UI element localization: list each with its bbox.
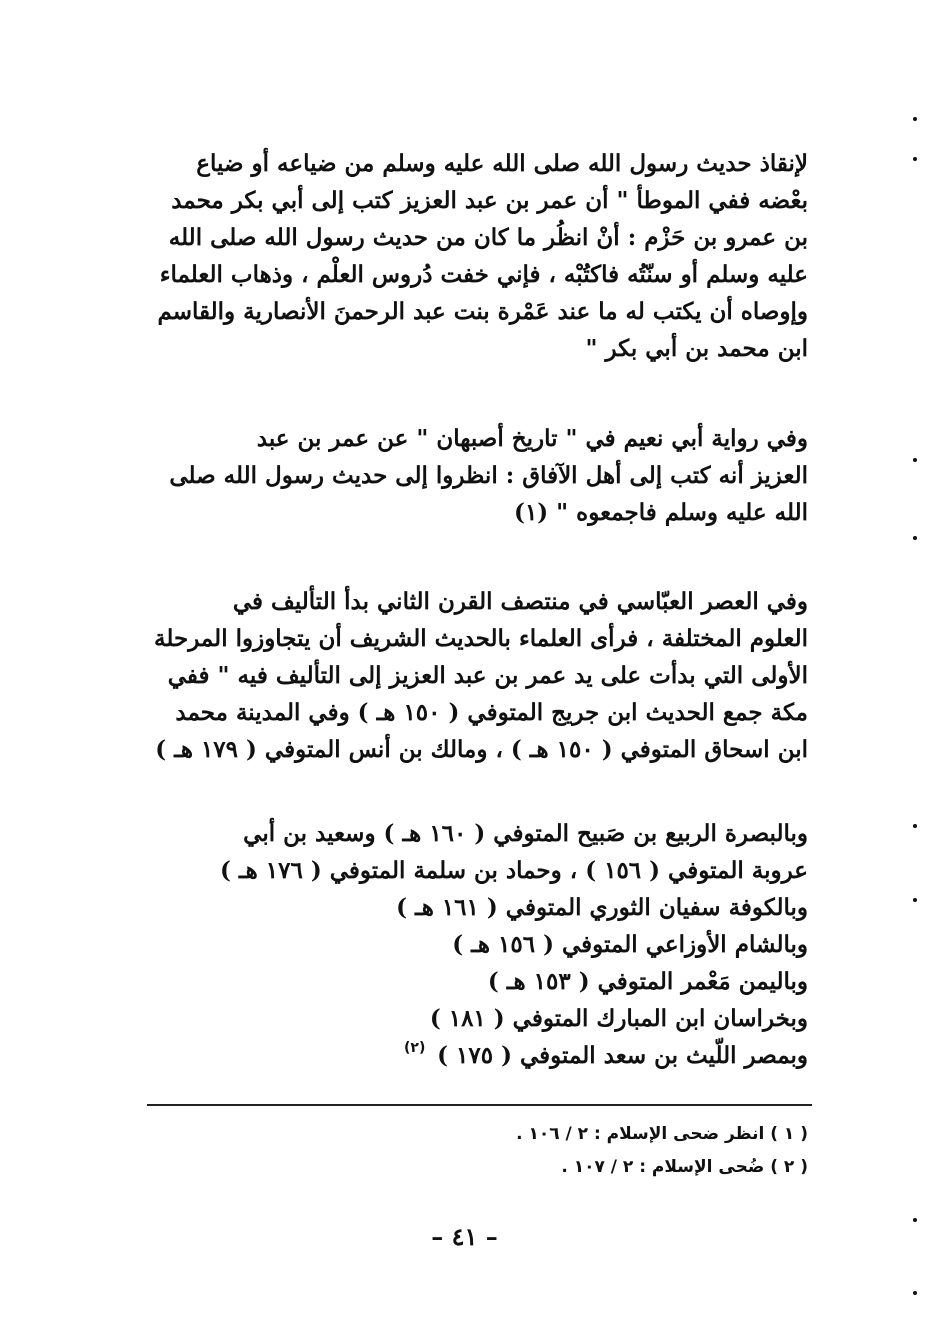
- text-line: ابن محمد بن أبي بكر ": [585, 335, 808, 362]
- text-line: عليه وسلم أو سنّتُه فاكتُبْه ، فإني خفت دُروس العلْم ، وذهاب العلماء: [159, 261, 808, 288]
- page-number: – ٤١ –: [431, 1222, 498, 1251]
- text-line: عروبة المتوفي ( ١٥٦ ) ، وحماد بن سلمة المتوفي ( ١٧٦ هـ ): [220, 857, 808, 884]
- text-line: بعْضه ففي الموطأ " أن عمر بن عبد العزيز كتب إلى أبي بكر محمد: [171, 187, 808, 214]
- scan-speck: [913, 117, 917, 121]
- text-line: وبالشام الأوزاعي المتوفي ( ١٥٦ هـ ): [452, 931, 808, 958]
- footnotes: [138, 1118, 808, 1184]
- text-line: الله عليه وسلم فاجمعوه " (١): [514, 499, 808, 526]
- text-line: وإوصاه أن يكتب له ما عند عَمْرة بنت عبد الرحمنَ الأنصارية والقاسم: [157, 298, 808, 325]
- footnote-marker: (٢): [404, 1040, 426, 1056]
- scan-speck: [913, 536, 917, 540]
- text-line: مكة جمع الحديث ابن جريج المتوفي ( ١٥٠ هـ ) وفي المدينة محمد: [175, 699, 808, 726]
- footnote-divider: [147, 1104, 812, 1106]
- text-line: وبمصر اللّيث بن سعد المتوفي ( ١٧٥ ): [437, 1042, 808, 1069]
- text-line: العزيز أنه كتب إلى أهل الآفاق : انظروا إلى حديث رسول الله صلى: [169, 462, 808, 489]
- text-line: وفي رواية أبي نعيم في " تاريخ أصبهان " عن عمر بن عبد: [256, 425, 808, 452]
- scan-speck: [913, 898, 917, 902]
- footnote-2: ( ٢ ) ضُحى الإسلام : ٢ / ١٠٧ .: [561, 1157, 808, 1177]
- paragraph-2: [138, 420, 808, 531]
- text-line: العلوم المختلفة ، فرأى العلماء بالحديث الشريف أن يتجاوزوا المرحلة: [154, 625, 808, 652]
- text-line: بن عمرو بن حَزْم : أنْ انظُر ما كان من حديث رسول الله صلى الله: [168, 224, 808, 251]
- footnote-1: ( ١ ) انظر ضحى الإسلام : ٢ / ١٠٦ .: [516, 1124, 808, 1144]
- paragraph-3: [138, 583, 808, 768]
- text-line: وبالكوفة سفيان الثوري المتوفي ( ١٦١ هـ ): [396, 894, 808, 921]
- text-line: وبالبصرة الربيع بن صَبيح المتوفي ( ١٦٠ هـ ) وسعيد بن أبي: [243, 820, 808, 847]
- scan-speck: [913, 458, 917, 462]
- text-line: لإنقاذ حديث رسول الله صلى الله عليه وسلم من ضياعه أو ضياع: [196, 150, 808, 177]
- paragraph-4: [138, 815, 808, 1074]
- text-line: الأولى التي بدأت على يد عمر بن عبد العزيز إلى التأليف فيه " ففي: [167, 662, 808, 689]
- scan-speck: [913, 157, 917, 161]
- text-line: وبخراسان ابن المبارك المتوفي ( ١٨١ ): [429, 1005, 808, 1032]
- scan-speck: [913, 1218, 917, 1222]
- paragraph-1: [138, 145, 808, 367]
- text-line: ابن اسحاق المتوفي ( ١٥٠ هـ ) ، ومالك بن أنس المتوفي ( ١٧٩ هـ ): [155, 736, 808, 763]
- scan-speck: [913, 1291, 917, 1295]
- text-line: وباليمن مَعْمر المتوفي ( ١٥٣ هـ ): [487, 968, 808, 995]
- scan-speck: [913, 824, 917, 828]
- text-line: وفي العصر العبّاسي في منتصف القرن الثاني بدأ التأليف في: [232, 588, 808, 615]
